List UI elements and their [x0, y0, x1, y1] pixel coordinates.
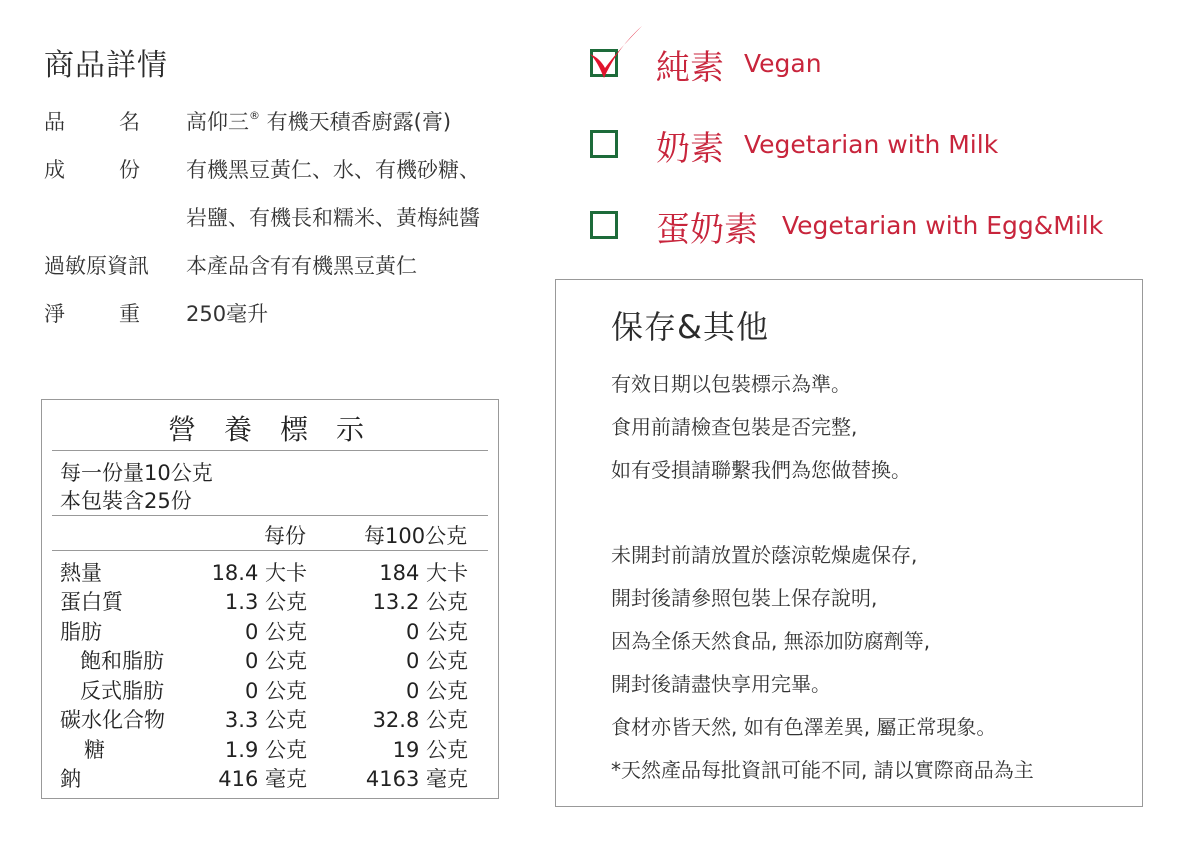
diet-label-en: Vegetarian with Egg&Milk: [782, 211, 1104, 240]
per-serving-value: 416 毫克: [218, 767, 307, 791]
per-100g-value: 0 公克: [405, 649, 468, 673]
detail-label: 成 份: [44, 158, 140, 182]
storage-title: 保存&其他: [611, 308, 769, 346]
per-serving-value: 0 公克: [244, 649, 307, 673]
storage-line: 食材亦皆天然, 如有色澤差異, 屬正常現象。: [611, 715, 997, 739]
nutrient-row: [60, 616, 490, 645]
per-100g-value: 19 公克: [392, 738, 468, 762]
storage-info-box: [555, 279, 1143, 807]
per-serving-value: 18.4 大卡: [211, 561, 307, 585]
checkbox-unchecked[interactable]: [590, 211, 618, 239]
storage-line: 因為全係天然食品, 無添加防腐劑等,: [611, 629, 931, 653]
storage-line: *天然產品每批資訊可能不同, 請以實際商品為主: [611, 758, 1034, 782]
detail-value: 有機黑豆黃仁、水、有機砂糖、: [186, 158, 480, 182]
nutrient-row: [60, 586, 490, 615]
storage-line: 如有受損請聯繫我們為您做替換。: [611, 458, 911, 482]
diet-label-zh: 純素: [656, 48, 724, 88]
per-serving-value: 0 公克: [244, 679, 307, 703]
nutrient-row: [60, 645, 490, 674]
detail-value: 250毫升: [186, 302, 269, 326]
divider: [52, 450, 488, 451]
detail-label: 過敏原資訊: [44, 254, 149, 278]
detail-value: 岩鹽、有機長和糯米、黃梅純醬: [186, 206, 480, 230]
nutrient-name: 糖: [84, 738, 105, 762]
nutrient-name: 鈉: [60, 767, 81, 791]
nutrient-row: [60, 763, 490, 792]
nutrient-name: 飽和脂肪: [80, 649, 164, 673]
detail-label: 品 名: [44, 110, 140, 134]
per-serving-value: 1.3 公克: [224, 590, 307, 614]
per-100g-value: 13.2 公克: [372, 590, 468, 614]
serving-size: 每一份量10公克: [60, 461, 213, 485]
nutrient-name: 脂肪: [60, 620, 102, 644]
storage-line: 食用前請檢查包裝是否完整,: [611, 415, 858, 439]
storage-line: 開封後請盡快享用完畢。: [611, 672, 831, 696]
nutrition-title: 營養標示: [167, 413, 392, 446]
nutrient-name: 反式脂肪: [80, 679, 164, 703]
storage-line: 未開封前請放置於蔭涼乾燥處保存,: [611, 543, 918, 567]
storage-line: 開封後請參照包裝上保存說明,: [611, 586, 878, 610]
per-100g-value: 0 公克: [405, 620, 468, 644]
detail-value: 高仰三® 有機天積香廚露(膏): [186, 109, 452, 134]
per-serving-value: 1.9 公克: [224, 738, 307, 762]
diet-label-en: Vegetarian with Milk: [744, 130, 999, 159]
col-header-per-100g: 每100公克: [364, 524, 468, 548]
diet-label-zh: 奶素: [656, 129, 724, 169]
per-100g-value: 0 公克: [405, 679, 468, 703]
detail-value: 本產品含有有機黑豆黃仁: [186, 254, 417, 278]
col-header-per-serving: 每份: [264, 524, 306, 548]
per-100g-value: 32.8 公克: [372, 708, 468, 732]
details-title: 商品詳情: [44, 48, 168, 83]
checkbox-unchecked[interactable]: [590, 130, 618, 158]
diet-label-zh: 蛋奶素: [656, 210, 758, 250]
nutrient-row: [60, 675, 490, 704]
nutrient-name: 熱量: [60, 561, 102, 585]
per-serving-value: 0 公克: [244, 620, 307, 644]
registered-mark: ®: [249, 109, 260, 122]
nutrient-row: [60, 704, 490, 733]
per-100g-value: 184 大卡: [379, 561, 468, 585]
per-serving-value: 3.3 公克: [224, 708, 307, 732]
nutrient-row: [60, 734, 490, 763]
detail-label: 淨 重: [44, 302, 140, 326]
nutrient-row: [60, 557, 490, 586]
storage-line: 有效日期以包裝標示為準。: [611, 372, 851, 396]
nutrient-name: 碳水化合物: [60, 708, 165, 732]
divider: [52, 515, 488, 516]
divider: [52, 550, 488, 551]
diet-label-en: Vegan: [744, 49, 822, 78]
nutrition-facts-box: [41, 399, 499, 799]
per-100g-value: 4163 毫克: [365, 767, 468, 791]
servings-per-package: 本包裝含25份: [60, 489, 192, 513]
nutrient-name: 蛋白質: [60, 590, 123, 614]
check-mark-icon: [584, 24, 646, 86]
